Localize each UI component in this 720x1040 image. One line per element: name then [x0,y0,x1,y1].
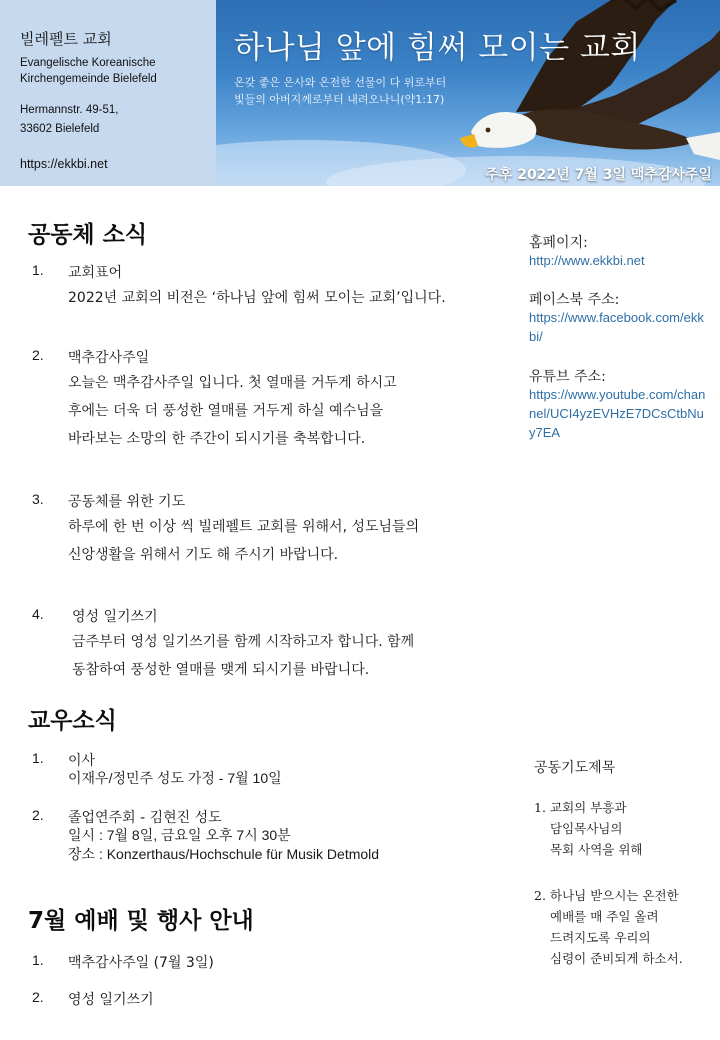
list-number: 1. [32,262,44,278]
prayer-item [534,885,714,973]
list-item [32,989,502,1009]
body-line: 하루에 한 번 이상 씩 빌레펠트 교회를 위해서, 성도님들의 [68,519,420,535]
list-heading: 영성 일기쓰기 [72,609,158,625]
body-line: 신앙생활을 위해서 기도 해 주시기 바랍니다. [68,547,339,563]
youtube-link[interactable]: https://www.youtube.com/channel/UCI4yzEVHzE7DCsCtbNuy7EA [529,387,706,440]
bulletin-header [0,0,720,186]
prayer-number: 1. [534,800,546,815]
list-item [32,262,502,312]
list-heading: 졸업연주회 - 김현진 성도 [68,810,222,826]
list-item [32,807,502,867]
prayer-line: 목회 사역을 위해 [550,842,643,857]
list-number: 3. [32,491,44,507]
body-line: 이재우/정민주 성도 가정 - 7월 10일 [68,770,282,786]
list-heading: 공동체를 위한 기도 [68,494,186,510]
banner-verse [234,74,446,108]
church-info-panel [0,0,216,186]
prayer-line: 심령이 준비되게 하소서. [550,951,683,966]
members-news-title: 교우소식 [28,708,117,734]
prayer-item [534,797,714,863]
list-number: 1. [32,750,44,766]
youtube-label: 유튜브 주소: [529,369,606,385]
list-item [32,750,502,790]
church-address [20,101,216,139]
body-line: 바라보는 소망의 한 주간이 되시기를 축복합니다. [68,431,366,447]
church-german-name [20,55,216,87]
facebook-link[interactable]: https://www.facebook.com/ekkbi/ [529,310,704,344]
church-website[interactable]: https://ekkbi.net [20,157,108,171]
list-number: 2. [32,989,44,1005]
body-line: 동참하여 풍성한 열매를 맺게 되시기를 바랍니다. [72,662,370,678]
list-heading: 교회표어 [68,265,123,281]
homepage-label: 홈페이지: [529,235,588,251]
church-german-name-line: Evangelische Koreanische [20,57,156,69]
prayer-number: 2. [534,888,546,903]
prayer-topics-title: 공동기도제목 [534,760,616,776]
list-number: 4. [32,606,44,622]
church-name: 빌레펠트 교회 [20,30,112,48]
church-german-name-line: Kirchengemeinde Bielefeld [20,73,157,85]
body-line: 후에는 더욱 더 풍성한 열매를 거두게 하실 예수님을 [68,403,384,419]
body-line: 일시 : 7월 8일, 금요일 오후 7시 30분 [68,827,291,843]
eagle-banner [216,0,720,186]
prayer-text [550,797,642,860]
body-line: 2022년 교회의 비전은 ‘하나님 앞에 힘써 모이는 교회’입니다. [68,290,446,306]
list-number: 2. [32,807,44,823]
list-item [32,606,502,686]
list-body [72,628,414,684]
verse-line: 빛들의 아버지께로부터 내려오나니(약1:17) [234,93,445,106]
body-line: 금주부터 영성 일기쓰기를 함께 시작하고자 합니다. 함께 [72,634,415,650]
list-number: 2. [32,347,44,363]
list-body [68,513,419,569]
list-body [68,369,397,453]
list-heading: 맥추감사주일 (7월 3일) [68,955,214,971]
list-item [32,491,502,571]
service-date: 주후 2022년 7월 3일 맥추감사주일 [485,167,712,183]
prayer-line: 드려지도록 우리의 [550,930,651,945]
body-line: 장소 : Konzerthaus/Hochschule für Musik Detmold [68,846,380,862]
list-item [32,347,502,457]
prayer-line: 교회의 부흥과 [550,800,627,815]
community-news-title: 공동체 소식 [28,222,148,248]
list-heading: 이사 [68,753,96,769]
address-line: 33602 Bielefeld [20,123,100,135]
body-line: 오늘은 맥추감사주일 입니다. 첫 열매를 거두게 하시고 [68,375,397,391]
list-number: 1. [32,952,44,968]
facebook-label: 페이스북 주소: [529,292,620,308]
banner-title: 하나님 앞에 힘써 모이는 교회 [234,30,641,66]
list-body [68,826,379,864]
list-heading: 맥추감사주일 [68,350,150,366]
list-heading: 영성 일기쓰기 [68,992,154,1008]
homepage-link[interactable]: http://www.ekkbi.net [529,253,645,268]
prayer-line: 예배를 매 주일 올려 [550,909,659,924]
prayer-line: 담임목사님의 [550,821,623,836]
address-line: Hermannstr. 49-51, [20,104,119,116]
prayer-text [550,885,683,969]
verse-line: 온갖 좋은 은사와 온전한 선물이 다 위로부터 [234,76,447,89]
list-item [32,952,502,972]
prayer-line: 하나님 받으시는 온전한 [550,888,679,903]
list-body [68,284,446,312]
events-title: 7월 예배 및 행사 안내 [28,908,254,934]
list-body [68,769,282,788]
